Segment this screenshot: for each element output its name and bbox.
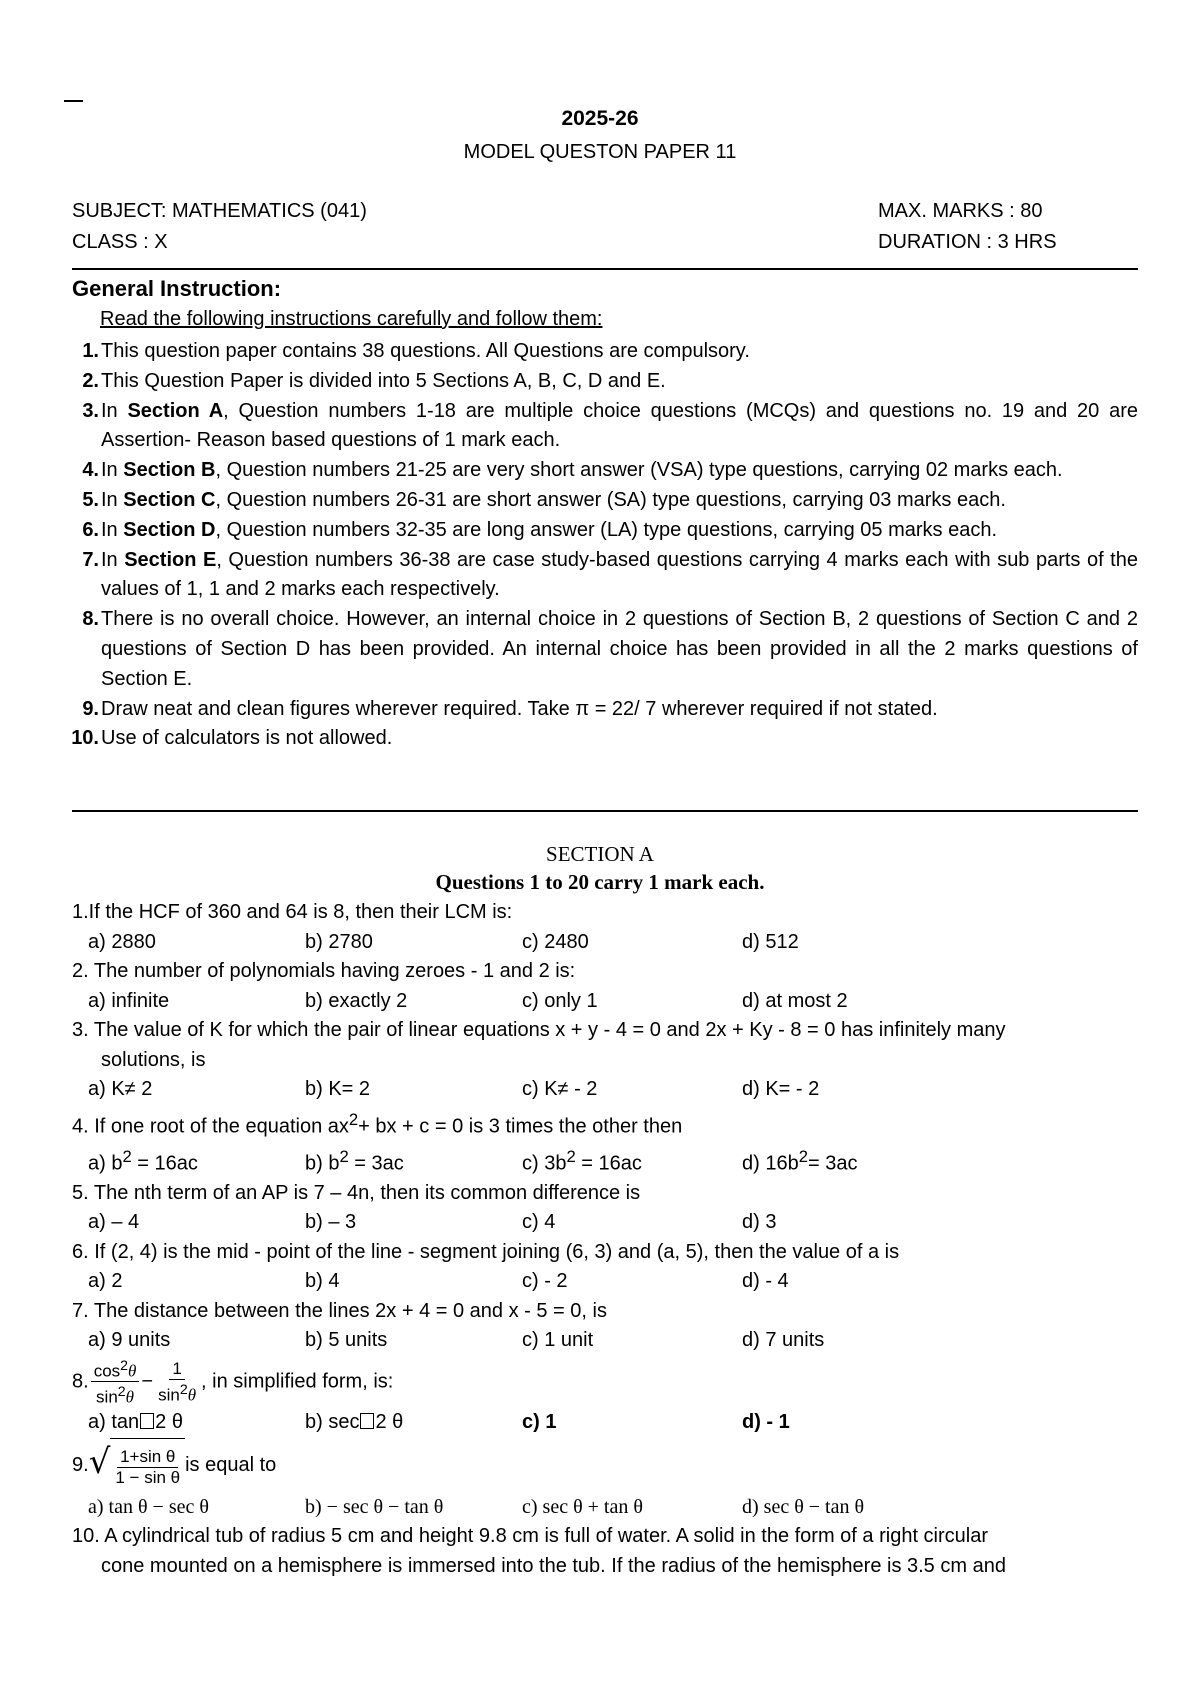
instruction-item [72,397,1138,457]
numerator: 1+sin θ [117,1447,178,1468]
instruction-number: 10. [71,727,99,750]
instruction-text: , Question numbers 21-25 are very short answer (VSA) type questions, carrying 02 marks each. [215,459,1063,482]
question-9-options [72,1493,1138,1523]
general-instruction-title: General Instruction: [72,276,282,301]
instruction-item [72,605,1138,694]
question-10: 10. A cylindrical tub of radius 5 cm and height 9.8 cm is full of water. A solid in the form of a right circular [72,1525,989,1548]
option-c [522,1142,742,1179]
missing-glyph-box-icon [140,1413,154,1429]
question-1-options [72,928,1138,958]
instruction-text: , Question numbers 36-38 are case study-based questions carrying 4 marks each with sub parts of the values of 1, 1 and 2 marks each respectively. [101,548,1138,601]
fraction-cos-squared [91,1356,140,1408]
minus-sign: − [141,1370,154,1393]
question-2: 2. The number of polynomials having zeroes - 1 and 2 is: [72,960,576,982]
option-b: b) 2780 [305,930,373,953]
instructions-divider [72,810,1138,812]
instruction-section-name: Section B [123,459,216,482]
option-d: d) - 4 [742,1270,789,1293]
instruction-text: Use of calculators is not allowed. [101,727,393,750]
instruction-list [72,337,1138,754]
superscript: 2 [798,1146,808,1166]
option-a: a) 9 units [88,1329,171,1352]
instruction-prefix: In [101,459,124,482]
question-2-options [72,987,1138,1017]
question-8-number: 8. [72,1370,89,1393]
instruction-item [72,695,1138,725]
fraction-sin [112,1447,183,1488]
option-text: a) tan [88,1411,140,1434]
superscript: 2 [117,1384,126,1401]
academic-year: 2025-26 [561,107,639,130]
instruction-number: 2. [82,369,99,392]
option-a [88,1142,305,1179]
instruction-text: , Question numbers 26-31 are short answer (SA) type questions, carrying 03 marks each. [215,488,1006,511]
instruction-text: Draw neat and clean figures wherever required. Take π = 22/ 7 wherever required if not stated. [101,697,938,720]
max-marks-label: MAX. MARKS : 80 [878,200,1043,222]
question-7-options [72,1326,1138,1356]
option-text: 2 θ [375,1411,404,1434]
instruction-number: 1. [82,340,99,362]
question-8-options [72,1408,1138,1438]
subject-label: SUBJECT: MATHEMATICS (041) [72,200,367,222]
superscript: 2 [566,1146,576,1166]
option-c: c) 4 [522,1211,556,1234]
option-text: a) b [88,1152,123,1175]
question-4-text-start: 4. If one root of the equation ax [72,1115,349,1138]
option-a: a) 2 [88,1270,123,1293]
superscript: 2 [120,1357,129,1374]
question-10-continued: cone mounted on a hemisphere is immersed into the tub. If the radius of the hemisphere is 3.5 cm and [101,1554,1006,1577]
option-b: b) 4 [305,1270,340,1293]
instruction-prefix: In [101,488,124,511]
option-text: = 3ac [807,1152,858,1175]
option-c: c) 1 [522,1411,557,1434]
instruction-item [72,546,1138,606]
superscript: 2 [348,1109,359,1129]
instruction-item [72,724,1138,754]
radical-sign: √ [88,1441,111,1482]
option-text: 2 θ [155,1411,183,1434]
instruction-prefix: In [101,399,128,422]
option-c: c) - 2 [522,1270,568,1293]
paper-title: MODEL QUESTON PAPER 11 [463,141,737,163]
instruction-section-name: Section C [123,488,216,511]
superscript: 2 [179,1381,188,1398]
numerator [91,1356,140,1383]
question-9-tail: is equal to [185,1453,277,1476]
instruction-prefix: In [101,548,125,571]
instruction-section-name: Section E [124,548,217,571]
option-d: d) 7 units [742,1329,825,1352]
square-root [89,1438,185,1493]
question-3-continued: solutions, is [101,1048,206,1071]
questions-block [72,898,1138,1581]
superscript: 2 [122,1146,132,1166]
question-6-options [72,1267,1138,1297]
instruction-text: , Question numbers 32-35 are long answer (LA) type questions, carrying 05 marks each. [215,518,998,541]
read-instructions-line: Read the following instructions carefully and follow them: [100,308,603,330]
instruction-section-name: Section D [123,518,216,541]
instruction-number: 7. [82,548,99,571]
radicand [110,1438,185,1493]
option-b: b) exactly 2 [305,989,408,1012]
option-b: b) K= 2 [305,1078,371,1100]
instruction-number: 5. [82,488,99,511]
sin-term: sin [96,1388,118,1408]
option-d: d) at most 2 [742,989,848,1012]
instruction-section-name: Section A [127,399,224,422]
option-text: c) 3b [522,1152,567,1175]
instruction-number: 3. [82,399,99,422]
missing-glyph-box-icon [360,1413,374,1429]
question-8 [72,1356,1138,1408]
instruction-item [72,337,1138,367]
question-4-text-end: + bx + c = 0 is 3 times the other then [358,1115,683,1138]
instruction-item [72,456,1138,486]
instruction-text: This Question Paper is divided into 5 Sections A, B, C, D and E. [101,369,666,392]
theta-symbol: θ [125,1388,135,1408]
option-c: c) 1 unit [522,1329,594,1352]
option-text: = 16ac [575,1152,642,1175]
option-text: = 16ac [131,1152,198,1175]
duration-label: DURATION : 3 HRS [878,231,1057,253]
instruction-number: 4. [82,459,99,482]
question-4 [72,1105,1138,1142]
question-6: 6. If (2, 4) is the mid - point of the line - segment joining (6, 3) and (a, 5), then the value of a is [72,1240,900,1263]
option-b: b) − sec θ − tan θ [305,1495,444,1518]
option-c: c) sec θ + tan θ [522,1495,643,1518]
fraction-one-over-sin-squared [155,1359,199,1406]
instruction-item [72,516,1138,546]
class-label: CLASS : X [72,231,168,253]
question-8-tail: , in simplified form, is: [201,1370,394,1393]
question-5: 5. The nth term of an AP is 7 – 4n, then its common difference is [72,1181,641,1204]
denominator: 1 − sin θ [115,1467,181,1487]
option-b [305,1142,522,1179]
option-c: c) K≠ - 2 [522,1078,598,1100]
question-9-number: 9. [72,1453,89,1476]
question-7: 7. The distance between the lines 2x + 4 = 0 and x - 5 = 0, is [72,1299,607,1322]
instruction-text: This question paper contains 38 questions. All Questions are compulsory. [101,340,750,362]
question-4-options [72,1142,1138,1179]
question-1: 1.If the HCF of 360 and 64 is 8, then their LCM is: [72,901,513,923]
option-a: a) infinite [88,989,170,1012]
option-a: a) tan θ − sec θ [88,1495,209,1518]
option-a: a) 2880 [88,930,156,953]
denominator [155,1380,199,1406]
option-d: d) - 1 [742,1411,790,1434]
option-b: b) – 3 [305,1211,357,1234]
option-c: c) only 1 [522,989,598,1012]
option-d: d) K= - 2 [742,1078,820,1100]
instruction-number: 6. [82,518,99,541]
theta-symbol: θ [187,1385,197,1405]
question-9 [72,1438,1138,1493]
question-3-options [72,1075,1138,1105]
section-a-subtitle: Questions 1 to 20 carry 1 mark each. [435,870,765,894]
option-d: d) sec θ − tan θ [742,1495,865,1518]
option-d [742,1142,942,1179]
sin-term: sin [158,1385,180,1405]
option-a: a) – 4 [88,1211,140,1234]
option-d: d) 512 [742,930,799,953]
superscript: 2 [339,1146,349,1166]
option-text: b) b [305,1152,340,1175]
instruction-text: There is no overall choice. However, an internal choice in 2 questions of Section B, 2 questions of Section C and 2 questions of Section D has been provided. An internal choice has been provided in all the 2 marks questions of Section E. [101,608,1138,690]
instruction-number: 8. [82,608,99,631]
option-a [88,1408,305,1438]
option-text: d) 16b [742,1152,799,1175]
option-c: c) 2480 [522,930,589,953]
instruction-number: 9. [82,697,99,720]
denominator [93,1382,137,1408]
instruction-item [72,486,1138,516]
numerator: 1 [169,1359,184,1380]
question-3: 3. The value of K for which the pair of linear equations x + y - 4 = 0 and 2x + Ky - 8 = 0 has infinitely many [72,1019,1006,1041]
instruction-item [72,367,1138,397]
question-5-options [72,1208,1138,1238]
theta-symbol: θ [128,1361,137,1381]
instruction-text: , Question numbers 1-18 are multiple choice questions (MCQs) and questions no. 19 and 20 are Assertion- Reason based questions of 1 mark each. [101,399,1138,452]
option-b [305,1408,522,1438]
option-text: = 3ac [348,1152,404,1175]
top-dash-mark [64,100,83,102]
option-b: b) 5 units [305,1329,388,1352]
header-divider [72,268,1138,270]
option-a: a) K≠ 2 [88,1078,153,1100]
cos-term: cos [93,1361,121,1381]
option-d: d) 3 [742,1211,777,1234]
option-text: b) sec [305,1411,360,1434]
instruction-prefix: In [101,518,124,541]
section-a-title: SECTION A [546,842,654,866]
